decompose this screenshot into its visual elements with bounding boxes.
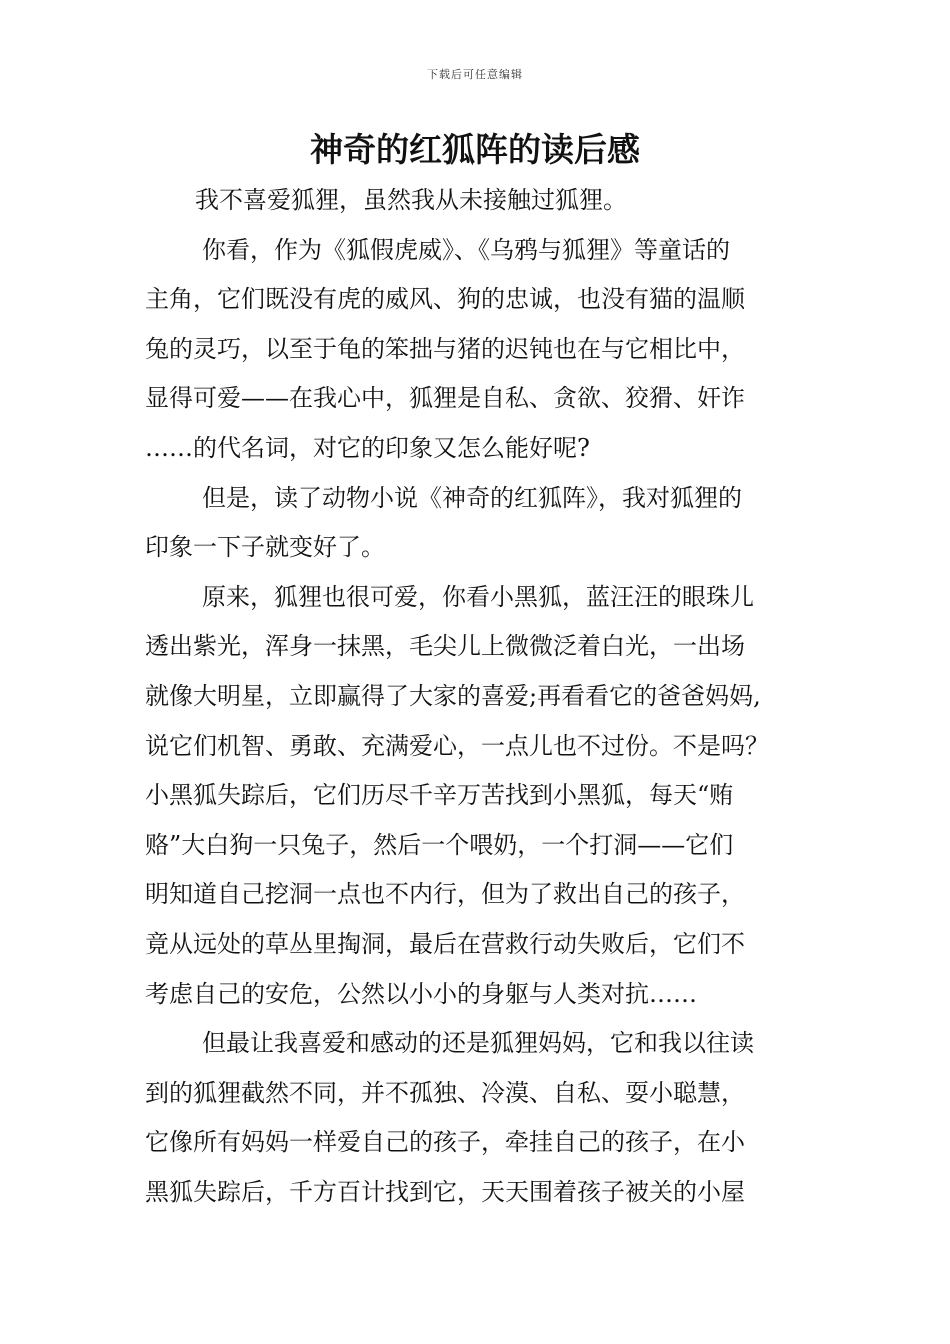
text-line: 主角，它们既没有虎的威风、狗的忠诚，也没有猫的温顺 <box>145 285 745 314</box>
document-body <box>145 176 810 1217</box>
text-line: 黑狐失踪后，千方百计找到它，天天围着孩子被关的小屋 <box>145 1177 745 1206</box>
text-line: 但最让我喜爱和感动的还是狐狸妈妈，它和我以往读 <box>202 1029 754 1058</box>
document-title: 神奇的红狐阵的读后感 <box>310 130 640 169</box>
text-line: 它像所有妈妈一样爱自己的孩子，牵挂自己的孩子，在小 <box>145 1128 745 1157</box>
header-note: 下载后可任意编辑 <box>427 68 523 81</box>
text-line: 竟从远处的草丛里掏洞，最后在营救行动失败后，它们不 <box>145 929 745 958</box>
text-line: 透出紫光，浑身一抹黑，毛尖儿上微微泛着白光，一出场 <box>145 632 745 661</box>
text-line: 印象一下子就变好了。 <box>145 533 385 562</box>
text-line: 明知道自己挖洞一点也不内行，但为了救出自己的孩子， <box>145 880 745 909</box>
text-line: 就像大明星，立即赢得了大家的喜爱;再看看它的爸爸妈妈, <box>145 681 761 710</box>
text-line: 我不喜爱狐狸，虽然我从未接触过狐狸。 <box>195 186 627 214</box>
text-line: 兔的灵巧，以至于龟的笨拙与猪的迟钝也在与它相比中， <box>145 334 745 363</box>
text-line: 原来，狐狸也很可爱，你看小黑狐，蓝汪汪的眼珠儿 <box>202 582 754 611</box>
text-line: 显得可爱——在我心中，狐狸是自私、贪欲、狡猾、奸诈 <box>145 384 745 413</box>
text-line: 但是，读了动物小说《神奇的红狐阵》，我对狐狸的 <box>202 483 742 512</box>
text-line: 到的狐狸截然不同，并不孤独、冷漠、自私、耍小聪慧， <box>145 1078 745 1107</box>
text-line: ……的代名词，对它的印象又怎么能好呢? <box>145 433 590 462</box>
text-line: 考虑自己的安危，公然以小小的身躯与人类对抗…… <box>145 979 697 1008</box>
text-line: 你看，作为《狐假虎威》、《乌鸦与狐狸》等童话的 <box>202 235 730 264</box>
text-line: 赂”大白狗一只兔子，然后一个喂奶，一个打洞——它们 <box>145 830 734 859</box>
text-line: 小黑狐失踪后，它们历尽千辛万苦找到小黑狐，每天“贿 <box>145 781 734 810</box>
text-line: 说它们机智、勇敢、充满爱心，一点儿也不过份。不是吗？ <box>145 731 769 760</box>
